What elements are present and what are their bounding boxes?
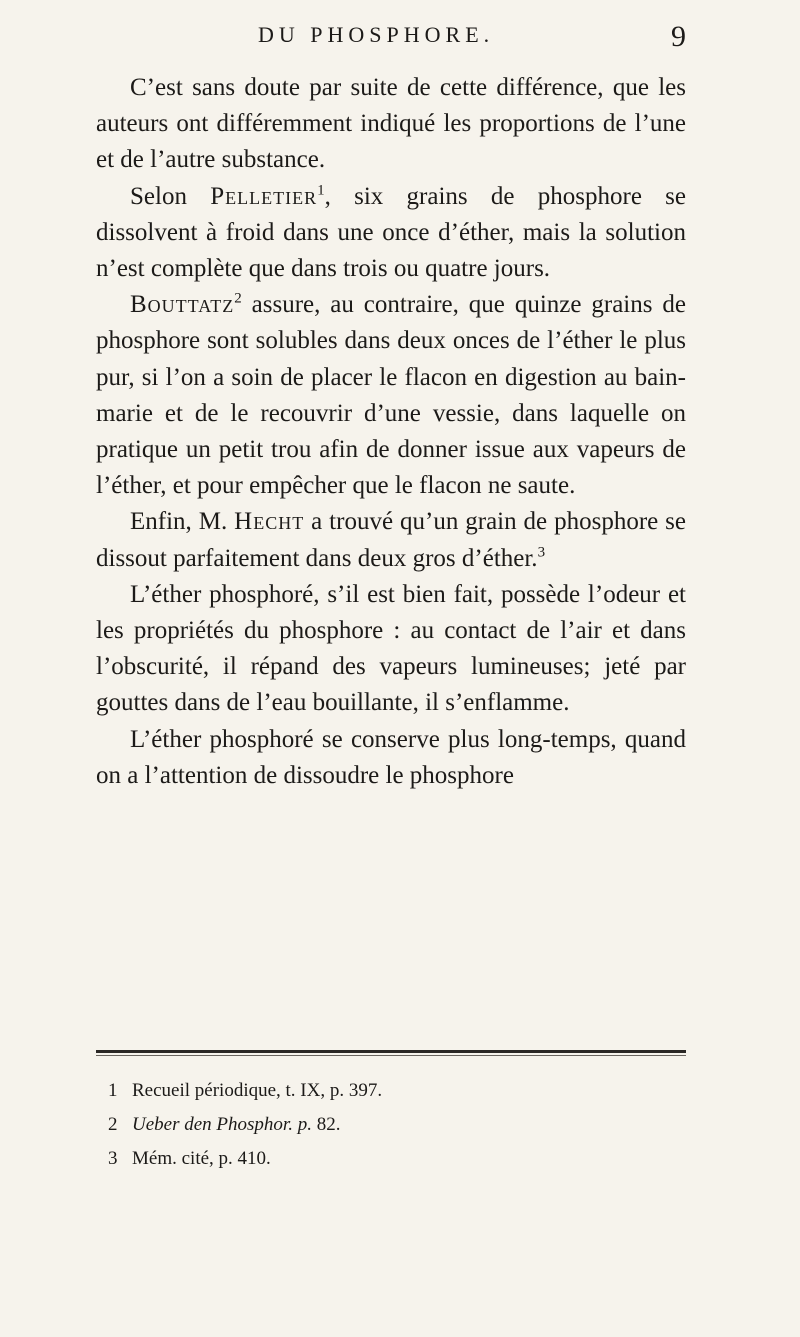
footnote-1 [108, 1074, 668, 1108]
footnote-ref-2: 2 [234, 290, 242, 307]
footnote-3 [108, 1142, 668, 1176]
running-head [130, 20, 686, 62]
paragraph-6: L’éther phosphoré se conserve plus long-temps, quand on a l’attention de dissoudre le phosphore [96, 725, 686, 789]
paragraph-1: C’est sans doute par suite de cette différence, que les auteurs ont différemment indiqué les proportions de l’une et de l’autre substance. [96, 74, 686, 174]
paragraph-4-prefix: Enfin, M. [130, 508, 235, 536]
footnote-ref-1: 1 [317, 182, 325, 199]
footnote-ref-3: 3 [537, 544, 546, 561]
author-name-pelletier: Pelletier [210, 182, 318, 210]
author-name-hecht: Hecht [234, 508, 305, 536]
footnote-number: 2 [108, 1114, 118, 1135]
footnote-number: 1 [108, 1080, 118, 1101]
footnote-text: Recueil périodique, t. IX, p. 397. [132, 1080, 383, 1101]
footnotes [108, 1074, 668, 1176]
footnote-number: 3 [108, 1148, 118, 1169]
paragraph-4 [96, 504, 686, 576]
running-title: DU PHOSPHORE. [258, 22, 495, 47]
page-number: 9 [671, 20, 686, 53]
main-text [96, 70, 686, 794]
footnote-2 [108, 1108, 668, 1142]
footnote-text: Mém. cité, p. 410. [132, 1148, 271, 1169]
paragraph-2-text: , six grains de phosphore se dissolvent à froid dans une once d’éther, mais la solution n’est complète que dans trois ou quatre jours. [96, 182, 687, 283]
paragraph-3-text: assure, au contraire, que quinze grains de phosphore sont solubles dans deux onces de l’éther le plus pur, si l’on a soin de placer le flacon en digestion au bain-marie et de le recouvrir d’une vessie, dans laquelle on pratique un petit trou afin de donner issue aux vapeurs de l’éther, et pour empêcher que le flacon ne saute. [96, 291, 686, 500]
paragraph-4-text: a trouvé qu’un grain de phosphore se dissout parfaitement dans deux gros d’éther. [96, 508, 686, 572]
footnote-text: 82. [311, 1114, 341, 1135]
paragraph-2-prefix: Selon [130, 182, 211, 210]
paragraph-3 [96, 287, 686, 504]
footnote-title: Ueber den Phosphor. p. [132, 1114, 312, 1135]
paragraph-5: L’éther phosphoré, s’il est bien fait, possède l’odeur et les propriétés du phosphore : au contact de l’air et dans l’obscurité, il répand des vapeurs lumineuses; jeté par gouttes dans de l’eau bouillante, il s’enflamme. [96, 580, 686, 717]
footnote-separator [96, 1050, 686, 1053]
author-name-bouttatz: Bouttatz [130, 291, 235, 319]
paragraph-2 [96, 179, 686, 288]
